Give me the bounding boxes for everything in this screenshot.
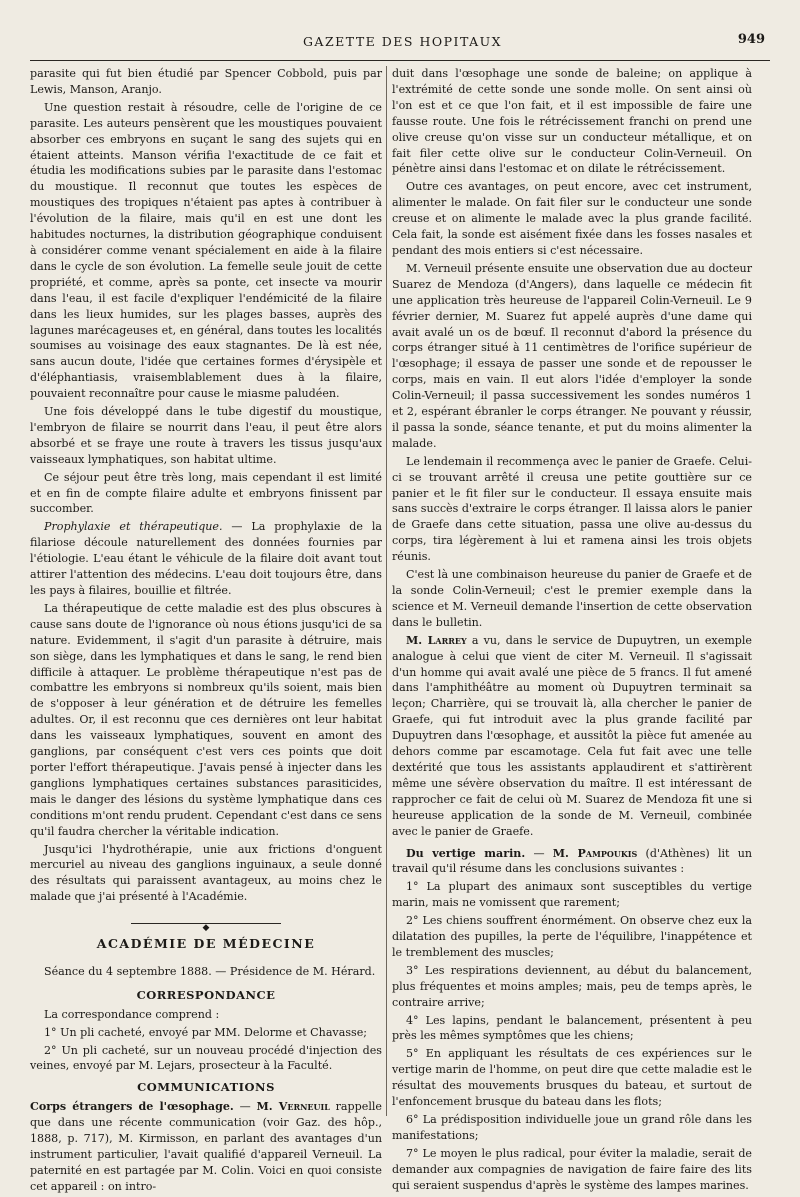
paragraph (392, 633, 752, 840)
conclusion-item: 7° Le moyen le plus radical, pour éviter la maladie, serait de demander aux compagnies de navigation de faire faire des lits qui seraient suspendus d'après le système des lampes marines. (392, 1146, 752, 1192)
dash: — (233, 1100, 257, 1114)
paragraph: Outre ces avantages, on peut encore, avec cet instrument, alimenter le malade. On fait filer sur le conducteur une sonde creuse et on alimente le malade avec la plus grande facilité. Cela fait, la sonde est aisément fixée dans les fosses nasales et pendant des mois entiers si c'est nécessaire. (392, 180, 752, 257)
left-column (30, 66, 382, 1197)
run-in-heading: Prophylaxie et thérapeutique. (44, 520, 223, 534)
conclusion-item: 3° Les respirations deviennent, au début du balancement, plus fréquentes et moins amples; mais, peu de temps après, le contraire arrive; (392, 963, 752, 1009)
paragraph: Ce séjour peut être très long, mais cependant il est limité et en fin de compte filaire adulte et embryons finissent par succomber. (30, 470, 382, 516)
paragraph: La correspondance comprend : (44, 1007, 220, 1021)
paragraph-text: — La prophylaxie de la filariose découle naturellement des données fournies par l'étiologie. L'eau étant le véhicule de la filaire doit avant tout attirer l'attention des médecins. L'eau doit toujours être, dans les pays à filaires, bouillie et filtrée. (30, 520, 382, 597)
paragraph-text: rappelle que dans une récente communication (voir Gaz. des hôp., 1888, p. 717), M. Kirmisson, en parlant des avantages d'un instrument particulier, l'avait qualifié d'appareil Verneuil. La paternité en est partagée par M. Colin. Voici en quoi consiste cet appareil : on intro- (30, 1100, 382, 1193)
session-line: Séance du 4 septembre 1888. — Présidence de M. Hérard. (44, 964, 376, 978)
header-rule (30, 60, 770, 61)
subheading-correspondance: CORRESPONDANCE (136, 987, 276, 1002)
speaker-name: M. Verneuil (256, 1100, 330, 1114)
paragraph: C'est là une combinaison heureuse du panier de Graefe et de la sonde Colin-Verneuil; c'est le premier exemple dans la science et M. Verneuil demande l'insertion de cette observation dans le bulletin. (392, 568, 752, 629)
paragraph: duit dans l'œsophage une sonde de baleine; on applique à l'extrémité de cette sonde une sonde molle. On sent ainsi où l'on est et ce que l'on fait, et il est impossible de faire une fausse route. Une fois le rétrécissement franchi on prend une olive creuse qu'on visse sur un conducteur métallique, et on fait filer cette olive sur le conducteur Colin-Verneuil. On pénètre ainsi dans l'estomac et on dilate le rétrécissement. (392, 67, 752, 176)
paragraph: Une question restait à résoudre, celle de l'origine de ce parasite. Les auteurs pensèrent que les moustiques pouvaient absorber ces embryons en suçant le sang des sujets qui en étaient atteints. Manson vérifia l'exactitude de ce fait et étudia les modifications subies par le parasite dans l'estomac du moustique. Il reconnut que toutes les espèces de moustiques des tropiques n'étaient pas aptes à contribuer à l'évolution de la filaire, mais qu'il en est une dont les habitudes nocturnes, la distribution géographique conduisent à considérer comme venant spécialement en aide à la filaire dans le cycle de son évolution. La femelle seule jouit de cette propriété, et comme, après sa ponte, cet insecte va mourir dans l'eau, il est facile d'expliquer l'endémicité de la filaire dans les lieux humides, sur les plages basses, auprès des lagunes marécageuses et, en général, dans toutes les localités soumises au voisinage des eaux stagnantes. De là est née, sans aucun doute, l'idée que certaines formes d'érysipèle et d'éléphantiasis, vraisemblablement dues à la filaire, pouvaient reconnaître pour cause le miasme paludéen. (30, 100, 382, 401)
list-item: 2° Un pli cacheté, sur un nouveau procédé d'injection des veines, envoyé par M. Lejars, prosecteur à la Faculté. (30, 1043, 382, 1073)
paragraph-text: (d'Athènes) lit un travail qu'il résume dans les conclusions suivantes : (392, 846, 753, 876)
run-in-heading: Corps étrangers de l'œsophage. (30, 1100, 234, 1114)
conclusion-item: 6° La prédisposition individuelle joue un grand rôle dans les manifestations; (392, 1113, 752, 1142)
speaker-name: M. Larrey (406, 633, 467, 647)
page-header (40, 30, 765, 52)
column-divider (386, 66, 387, 1116)
conclusion-item: 4° Les lapins, pendant le balancement, présentent à peu près les mêmes symptômes que les chiens; (392, 1013, 752, 1043)
paragraph: Une fois développé dans le tube digestif du moustique, l'embryon de filaire se nourrit dans l'eau, il peut être alors absorbé et se fraye une route à travers les tissus jusqu'aux vaisseaux lymphatiques, son habitat ultime. (30, 405, 382, 466)
divider-line (131, 923, 281, 924)
conclusion-item: 1° La plupart des animaux sont susceptibles du vertige marin, mais ne vomissent que rarement; (392, 880, 752, 910)
paragraph: M. Verneuil présente ensuite une observation due au docteur Suarez de Mendoza (d'Angers), dans laquelle ce médecin fit une application très heureuse de l'appareil Colin-Verneuil. Le 9 février dernier, M. Suarez fut appelé auprès d'une dame qui avait avalé un os de bœuf. Il reconnut d'abord la présence du corps étranger situé à 11 centimètres de l'orifice supérieur de l'œsophage; il essaya de passer une sonde et de repousser le corps, mais en vain. Il eut alors l'idée d'employer la sonde Colin-Verneuil; il passa successivement les sondes numéros 1 et 2, espérant ébranler le corps étranger. Ne pouvant y réussir, il passa la sonde, séance tenante, et put du moins alimenter la malade. (392, 261, 752, 450)
paragraph: La thérapeutique de cette maladie est des plus obscures à cause sans doute de l'ignorance où nous étions jusqu'ici de sa nature. Evidemment, il s'agit d'un parasite à détruire, mais son siège, dans les lymphatiques et dans le sang, le rend bien difficile à attaquer. Le problème thérapeutique n'est pas de combattre les embryons si nombreux qu'ils soient, mais bien de s'opposer à leur génération et de détruire les femelles adultes. Or, il est reconnu que ces dernières ont leur habitat dans les vaisseaux lymphatiques, souvent en amont des ganglions, par conséquent c'est vers ces points que doit porter l'effort thérapeutique. J'avais pensé à injecter dans les ganglions lymphatiques certaines substances parasiticides, mais le danger des lésions du système lymphatique dans ces conditions m'ont rendu prudent. Cependant c'est dans ce sens qu'il faudra chercher la véritable indication. (30, 601, 382, 838)
paragraph (392, 846, 752, 878)
conclusion-item: 5° En appliquant les résultats de ces expériences sur le vertige marin de l'homme, on peut dire que cette maladie est le résultat des mouvements brusques du bateau, et surtout de l'enfoncement brusque du bateau dans les flots; (392, 1047, 752, 1109)
paragraph-text: a vu, dans le service de Dupuytren, un exemple analogue à celui que vient de citer M. Verneuil. Il s'agissait d'un homme qui avait avalé une pièce de 5 francs. Il fut amené dans l'amphithéâtre au moment où Dupuytren terminait sa leçon; Charrière, qui se trouvait là, alla chercher le panier de Graefe, qui fut introduit avec la plus grande facilité par Dupuytren dans l'œsophage, et aussitôt la pièce fut amenée au dehors comme par escamotage. Cela fut fait avec une telle dextérité que tous les assistants applaudirent et s'attirèrent même une sévère observation du maître. Il est intéressant de rapprocher ce fait de celui où M. Suarez de Mendoza fit une si heureuse application de la sonde de M. Verneuil, combinée avec le panier de Graefe. (392, 633, 752, 838)
paragraph (30, 1099, 382, 1194)
paragraph: Le lendemain il recommença avec le panier de Graefe. Celui-ci se trouvant arrêté il creusa une petite gouttière sur ce panier et le fit filer sur le conducteur. Il essaya ensuite mais sans succès d'extraire le corps étranger. Il laissa alors le panier de Graefe dans cette situation, passa une olive au-dessus du corps, tira légèrement à lui et ramena ainsi les trois objets réunis. (392, 454, 752, 564)
list-item: 1° Un pli cacheté, envoyé par MM. Delorme et Chavasse; (44, 1025, 368, 1039)
paragraph: Jusqu'ici l'hydrothérapie, unie aux frictions d'onguent mercuriel au niveau des ganglions inguinaux, a seule donné des résultats qui paraissent avantageux, au moins chez le malade que j'ai présenté à l'Académie. (30, 842, 382, 904)
right-column (392, 66, 752, 1196)
page-number: 949 (737, 32, 765, 47)
ornament-icon: ◆ (202, 923, 210, 934)
dash: — (525, 846, 553, 860)
subheading-communications: COMMUNICATIONS (137, 1080, 275, 1095)
paragraph (30, 519, 382, 599)
paragraph: parasite qui fut bien étudié par Spencer Cobbold, puis par Lewis, Manson, Aranjo. (30, 67, 382, 96)
conclusion-item: 2° Les chiens souffrent énormément. On observe chez eux la dilatation des pupilles, la perte de l'équilibre, l'inappétence et le tremblement des muscles; (392, 914, 752, 959)
running-title: GAZETTE DES HOPITAUX (302, 34, 503, 49)
run-in-heading: Du vertige marin. (406, 846, 526, 860)
section-divider (30, 913, 382, 932)
speaker-name: M. Pampoukis (552, 846, 638, 860)
section-heading: ACADÉMIE DE MÉDECINE (96, 936, 316, 952)
